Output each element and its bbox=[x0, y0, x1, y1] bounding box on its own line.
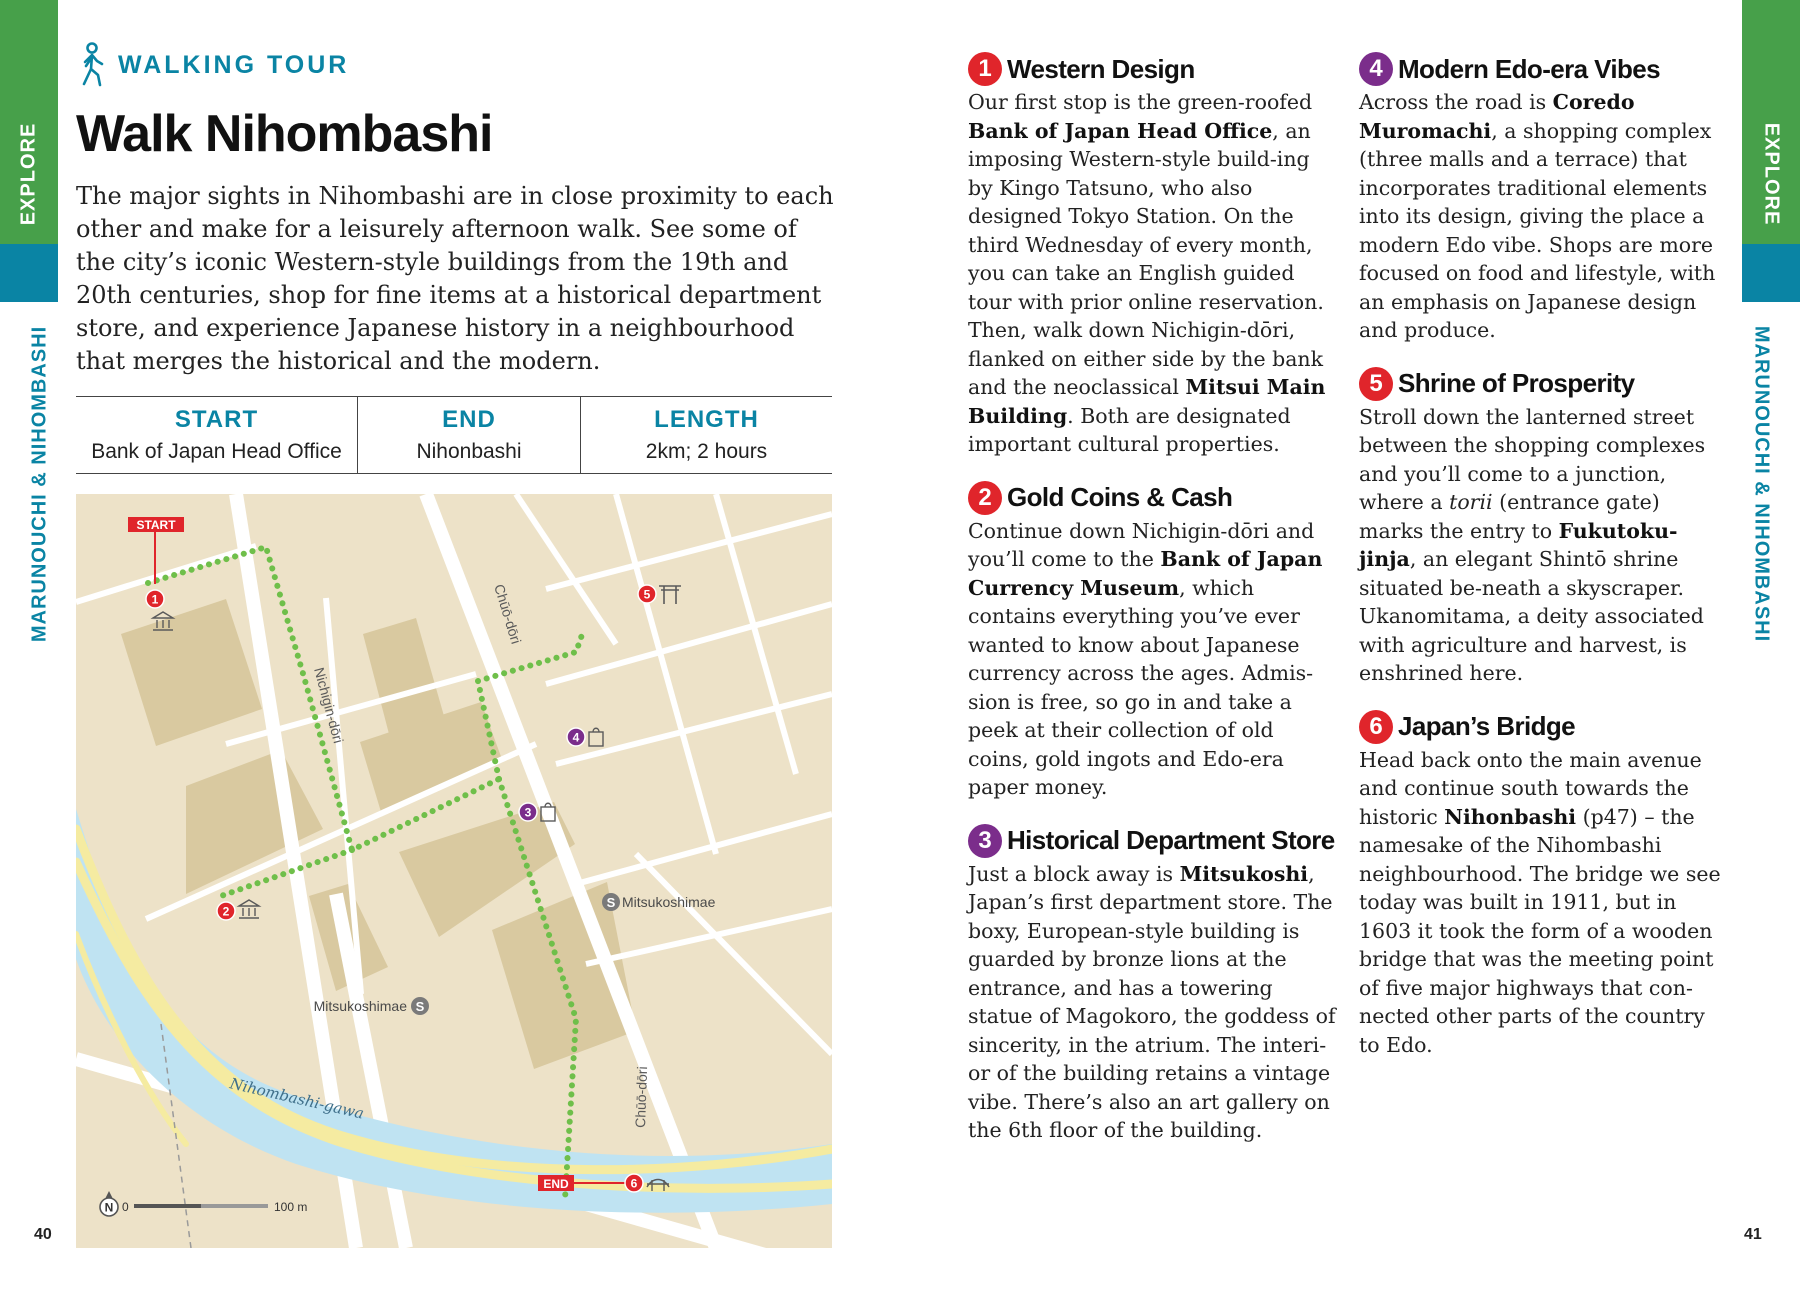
stop-number-badge: 6 bbox=[1359, 710, 1393, 744]
stop-description: Head back onto the main avenue and continue south towards the historic Nihonbashi (p47) – the namesake of the Nihombashi neighbourhood. The bridge we see today was built in 1911, but in 1603 it took the form of a wooden bridge that was the meeting point of five major highways that con-nected other parts of the country to Edo. bbox=[1359, 747, 1721, 1057]
stop-5 bbox=[1359, 367, 1729, 688]
north-arrow-text: N bbox=[104, 1200, 114, 1215]
kicker-text: WALKING TOUR bbox=[118, 50, 350, 79]
page-number-right: 41 bbox=[1744, 1226, 1762, 1243]
stop-number-badge: 4 bbox=[1359, 52, 1393, 86]
stop-marker-6[interactable] bbox=[625, 1174, 643, 1192]
stop-2 bbox=[968, 481, 1338, 802]
left-explore-tab bbox=[0, 0, 58, 244]
street-label-chuo-bottom: Chūō-dōri bbox=[632, 1066, 651, 1129]
stop-marker-4[interactable] bbox=[567, 728, 585, 746]
stop-title: Historical Department Store bbox=[1007, 825, 1335, 855]
station-label-east: Mitsukoshimae bbox=[622, 894, 716, 910]
station-mitsukoshimae-east[interactable] bbox=[602, 893, 716, 911]
right-explore-label: EXPLORE bbox=[1760, 122, 1783, 226]
stop-description: Just a block away is Mitsukoshi, Japan’s first department store. The boxy, European-style building is guarded by bronze lions at the entrance, and has a towering statue of Magokoro, the goddess of sincerity, in the atrium. The interi-or of the building retains a vintage vibe. There’s also an art gallery on the 6th floor of the building. bbox=[968, 861, 1336, 1142]
stop-6 bbox=[1359, 710, 1729, 1060]
stop-title: Shrine of Prosperity bbox=[1398, 368, 1635, 398]
stop-description: Continue down Nichigin-dōri and you’ll come to the Bank of Japan Currency Museum, which contains everything you’ve ever wanted to know about Japanese currency across the ages. Admis-sion is free, so go in and take a peek at their collection of old coins, gold ingots and Edo-era paper money. bbox=[968, 518, 1323, 799]
stop-description: Our first stop is the green-roofed Bank of Japan Head Office, an imposing Western-style build-ing by Kingo Tatsuno, who also designed Tokyo Station. On the third Wednesday of every month, you can take an English guided tour with prior online reservation. Then, walk down Nichigin-dōri, flanked on either side by the bank and the neoclassical Mitsui Main Building. Both are designated important cultural properties. bbox=[968, 90, 1326, 456]
length-value: 2km; 2 hours bbox=[645, 440, 768, 463]
shopping-bag-icon bbox=[589, 728, 603, 746]
intro-paragraph: The major sights in Nihombashi are in close proximity to each other and make for a leisurely afternoon walk. See some of the city’s iconic Western-style buildings from the 19th and 20th centuries, shop for fine items at a historical department store, and experience Japanese history in a neighbourhood that merges the historical and the modern. bbox=[76, 182, 834, 375]
stop-marker-1-text: 1 bbox=[151, 592, 159, 607]
start-value: Bank of Japan Head Office bbox=[91, 440, 342, 463]
right-explore-tab bbox=[1742, 0, 1800, 244]
stop-number-badge: 3 bbox=[968, 824, 1002, 858]
stop-number-badge: 2 bbox=[968, 481, 1002, 515]
stop-description: Across the road is Coredo Muromachi, a shopping complex (three malls and a terrace) that incorporates traditional elements into its design, giving the place a modern Edo vibe. Shops are more focused on food and lifestyle, with an emphasis on Japanese design and produce. bbox=[1359, 90, 1716, 342]
station-symbol-west: S bbox=[415, 999, 425, 1014]
river-label: Nihombashi-gawa bbox=[228, 1074, 366, 1123]
stop-title: Modern Edo-era Vibes bbox=[1398, 53, 1661, 84]
length-cell bbox=[581, 397, 832, 473]
walking-tour-map bbox=[76, 494, 832, 1248]
tour-summary-table bbox=[76, 396, 832, 474]
stop-marker-1[interactable] bbox=[146, 590, 164, 608]
station-label-west: Mitsukoshimae bbox=[313, 998, 407, 1014]
stop-number-badge: 1 bbox=[968, 52, 1002, 86]
left-explore-label: EXPLORE bbox=[17, 122, 40, 226]
museum-icon bbox=[239, 900, 259, 918]
stop-marker-2-text: 2 bbox=[222, 904, 230, 919]
scale-distance: 100 m bbox=[274, 1200, 308, 1214]
stop-title: Gold Coins & Cash bbox=[1007, 482, 1233, 512]
north-arrow bbox=[100, 1191, 118, 1216]
right-section-label: MARUNOUCHI & NIHOMBASHI bbox=[1750, 325, 1773, 643]
page-number-left: 40 bbox=[34, 1226, 52, 1243]
right-section-tab bbox=[1742, 244, 1800, 302]
stop-title: Western Design bbox=[1007, 53, 1195, 84]
start-label: START bbox=[174, 406, 259, 433]
end-value: Nihonbashi bbox=[416, 440, 522, 463]
end-flag-text: END bbox=[543, 1177, 569, 1191]
walking-tour-kicker bbox=[76, 42, 349, 88]
stop-3 bbox=[968, 824, 1338, 1145]
stop-4 bbox=[1359, 52, 1729, 345]
start-cell bbox=[76, 397, 358, 473]
page-title: Walk Nihombashi bbox=[76, 105, 493, 163]
walking-person-icon bbox=[76, 42, 108, 88]
scale-bar bbox=[122, 1200, 307, 1214]
stop-number-badge: 5 bbox=[1359, 367, 1393, 401]
stop-marker-3[interactable] bbox=[519, 803, 537, 821]
stop-1 bbox=[968, 52, 1338, 459]
station-mitsukoshimae-west[interactable] bbox=[314, 997, 429, 1015]
scale-zero: 0 bbox=[122, 1200, 129, 1214]
stop-marker-5-text: 5 bbox=[643, 587, 651, 602]
left-section-label: MARUNOUCHI & NIHOMBASHI bbox=[28, 325, 51, 643]
stop-marker-5[interactable] bbox=[638, 585, 656, 603]
street-label-nichigin: Nichigin-dōri bbox=[311, 665, 347, 745]
length-label: LENGTH bbox=[654, 406, 759, 433]
left-section-tab bbox=[0, 244, 58, 302]
stop-description: Stroll down the lanterned street between the shopping complexes and you’ll come to a junction, where a torii (entrance gate) marks the entry to Fukutoku-jinja, an elegant Shintō shrine situated be-neath a skyscraper. Ukanomitama, a deity associated with agriculture and harvest, is enshrined here. bbox=[1359, 404, 1706, 685]
station-symbol-east: S bbox=[606, 895, 616, 910]
stop-title: Japan’s Bridge bbox=[1398, 711, 1576, 741]
stops-column-2 bbox=[1359, 52, 1729, 1081]
stop-marker-3-text: 3 bbox=[524, 805, 532, 820]
torii-gate-icon bbox=[659, 586, 681, 604]
street-label-chuo-top: Chūō-dōri bbox=[491, 582, 525, 646]
start-flag-text: START bbox=[136, 518, 176, 532]
stops-column-1 bbox=[968, 52, 1338, 1167]
end-cell bbox=[358, 397, 581, 473]
end-label: END bbox=[442, 406, 496, 433]
stop-marker-2[interactable] bbox=[217, 902, 235, 920]
stop-marker-4-text: 4 bbox=[572, 730, 580, 745]
stop-marker-6-text: 6 bbox=[630, 1176, 638, 1191]
